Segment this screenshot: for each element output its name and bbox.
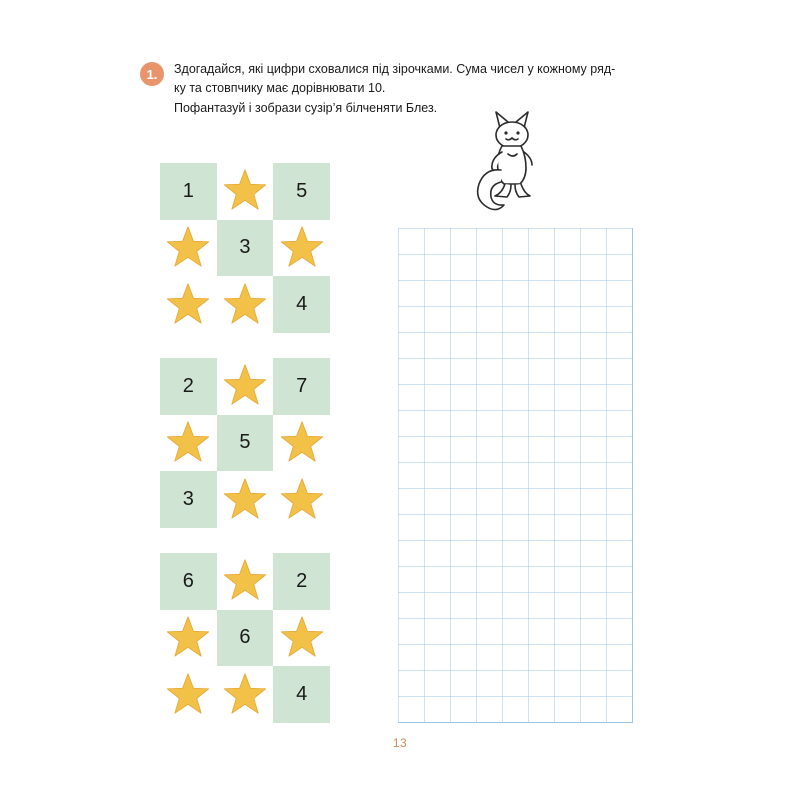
- star-icon: [222, 363, 268, 409]
- puzzle-cell[interactable]: [160, 358, 217, 415]
- puzzle-grid-2: [160, 358, 330, 528]
- page-number: 13: [392, 736, 408, 750]
- puzzle-cell[interactable]: [273, 610, 330, 667]
- task-line-1: Здогадайся, які цифри сховалися під зірочками. Сума чисел у кожному ряд-: [174, 62, 616, 76]
- puzzle-cell[interactable]: [217, 666, 274, 723]
- puzzle-cell[interactable]: [273, 276, 330, 333]
- cell-number: 3: [182, 488, 194, 511]
- cell-number: 1: [182, 179, 194, 202]
- puzzle-cell[interactable]: [217, 415, 274, 472]
- puzzle-cell[interactable]: [160, 610, 217, 667]
- star-icon: [165, 615, 211, 661]
- star-icon: [165, 225, 211, 271]
- star-icon: [279, 225, 325, 271]
- cell-number: 5: [239, 431, 251, 454]
- puzzle-grid-1: [160, 163, 330, 333]
- puzzle-cell[interactable]: [217, 553, 274, 610]
- cell-number: 7: [296, 374, 308, 397]
- puzzle-cell[interactable]: [217, 610, 274, 667]
- puzzle-cell[interactable]: [273, 358, 330, 415]
- star-icon: [222, 558, 268, 604]
- puzzle-cell[interactable]: [273, 415, 330, 472]
- puzzle-cell[interactable]: [160, 220, 217, 277]
- puzzle-cell[interactable]: [160, 163, 217, 220]
- squirrel-illustration: [472, 108, 552, 216]
- cell-number: 4: [296, 683, 308, 706]
- puzzle-cell[interactable]: [217, 276, 274, 333]
- cell-number: 4: [296, 293, 308, 316]
- puzzle-cell[interactable]: [160, 276, 217, 333]
- star-icon: [222, 168, 268, 214]
- puzzle-cell[interactable]: [160, 666, 217, 723]
- puzzle-cell[interactable]: [160, 471, 217, 528]
- drawing-grid-paper[interactable]: [398, 228, 633, 723]
- star-icon: [222, 282, 268, 328]
- cell-number: 6: [182, 569, 194, 592]
- task-line-3: Пофантазуй і зобрази сузір’я білченяти Блез.: [174, 100, 438, 115]
- cell-number: 5: [296, 179, 308, 202]
- star-icon: [222, 672, 268, 718]
- puzzle-cell[interactable]: [160, 553, 217, 610]
- puzzle-cell[interactable]: [273, 666, 330, 723]
- task-line-2: ку та стовпчику має дорівнювати 10.: [174, 81, 386, 96]
- puzzle-cell[interactable]: [217, 163, 274, 220]
- cell-number: 2: [296, 569, 308, 592]
- cell-number: 6: [239, 626, 251, 649]
- cell-number: 3: [239, 236, 251, 259]
- puzzle-cell[interactable]: [160, 415, 217, 472]
- star-icon: [279, 477, 325, 523]
- puzzle-cell[interactable]: [273, 163, 330, 220]
- task-header: [140, 60, 700, 118]
- star-icon: [279, 420, 325, 466]
- puzzle-cell[interactable]: [273, 220, 330, 277]
- star-icon: [165, 420, 211, 466]
- puzzle-cell[interactable]: [273, 553, 330, 610]
- cell-number: 2: [182, 374, 194, 397]
- star-icon: [222, 477, 268, 523]
- puzzle-cell[interactable]: [217, 220, 274, 277]
- star-icon: [279, 615, 325, 661]
- puzzle-cell[interactable]: [273, 471, 330, 528]
- star-icon: [165, 672, 211, 718]
- puzzle-grid-3: [160, 553, 330, 723]
- task-number-badge: 1.: [140, 62, 164, 86]
- star-icon: [165, 282, 211, 328]
- puzzle-cell[interactable]: [217, 358, 274, 415]
- puzzle-cell[interactable]: [217, 471, 274, 528]
